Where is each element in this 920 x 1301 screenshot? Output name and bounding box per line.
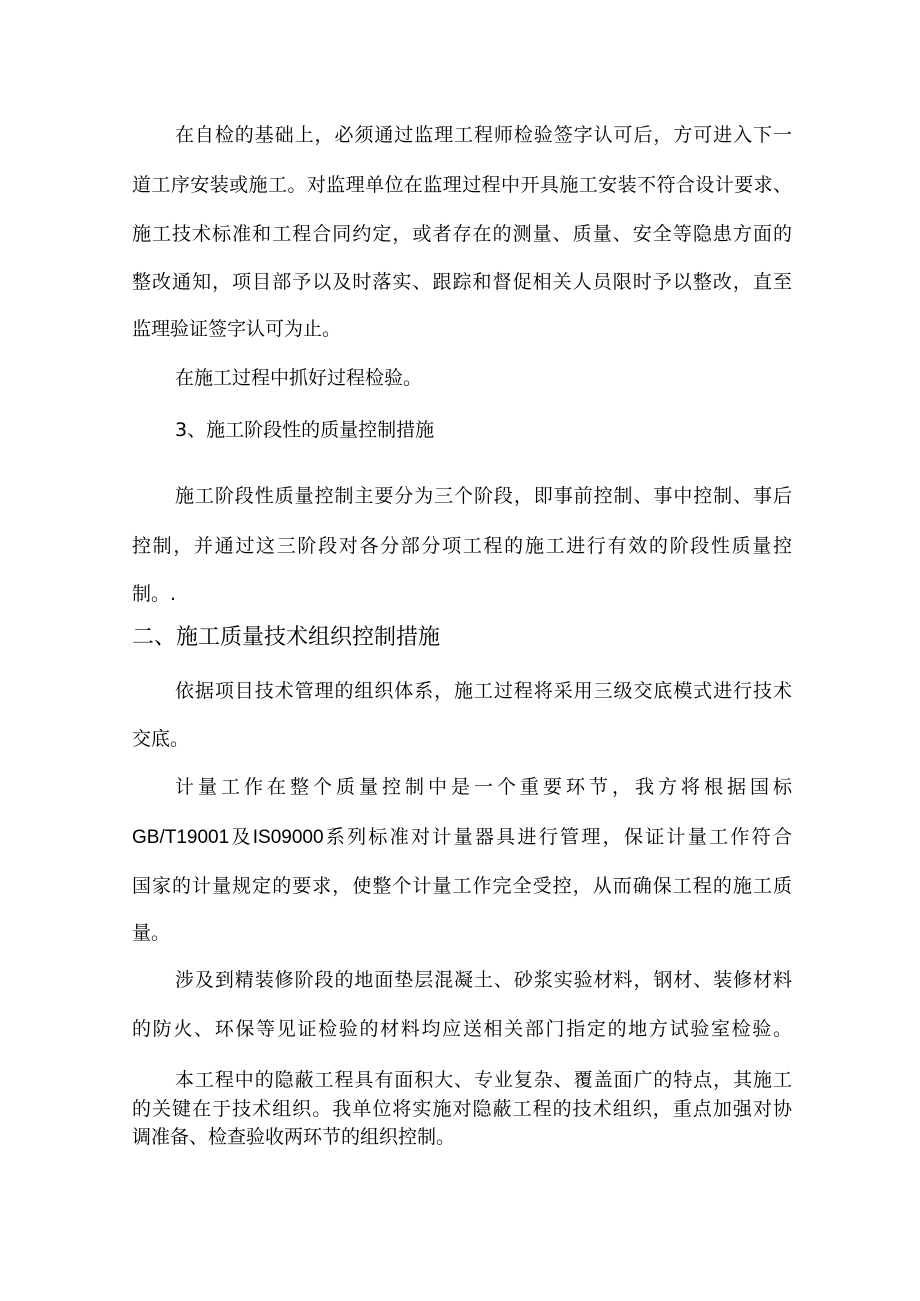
paragraph-line — [175, 484, 792, 508]
paragraph-line — [132, 921, 170, 945]
text: GB/T19001及IS09000系列标准对计量器具进行管理，保证计量工作符合 — [132, 827, 792, 848]
text: 的防火、环保等见证检验的材料均应送相关部门指定的地方试验室检验。 — [132, 1018, 792, 1040]
text: 监理验证签字认可为止。 — [132, 318, 342, 340]
paragraph-line — [132, 582, 176, 606]
text: 在施工过程中抓好过程检验。 — [175, 367, 423, 389]
subheading — [175, 418, 434, 442]
paragraph-line — [132, 727, 189, 751]
text: 施工技术标准和工程合同约定，或者存在的测量、质量、安全等隐患方面的 — [132, 223, 792, 245]
paragraph-line — [132, 1125, 455, 1149]
paragraph-line — [132, 1097, 792, 1121]
paragraph-line — [175, 968, 792, 992]
text: 施工阶段性质量控制主要分为三个阶段，即事前控制、事中控制、事后 — [175, 485, 792, 507]
text: 调准备、检查验收两环节的组织控制。 — [132, 1126, 456, 1148]
paragraph-line — [132, 534, 792, 558]
paragraph-line — [132, 874, 792, 898]
paragraph-line — [132, 270, 792, 294]
paragraph-line — [175, 1068, 792, 1092]
text: 涉及到精装修阶段的地面垫层混凝土、砂浆实验材料，钢材、装修材料 — [175, 969, 792, 991]
paragraph-line — [175, 775, 792, 799]
text: 本工程中的隐蔽工程具有面积大、专业复杂、覆盖面广的特点，其施工 — [175, 1069, 792, 1091]
text: 道工序安装或施工。对监理单位在监理过程中开具施工安装不符合设计要求、 — [132, 174, 792, 196]
text: 3、施工阶段性的质量控制措施 — [175, 419, 435, 441]
paragraph-line — [175, 123, 792, 147]
text: 交底。 — [132, 728, 190, 750]
text: 依据项目技术管理的组织体系，施工过程将采用三级交底模式进行技术 — [175, 680, 792, 702]
text: 二、施工质量技术组织控制措施 — [132, 625, 441, 650]
paragraph-line — [132, 1017, 792, 1041]
paragraph-line — [132, 173, 792, 197]
text: 制。. — [132, 583, 177, 605]
paragraph-line — [132, 826, 792, 850]
paragraph-line — [175, 679, 792, 703]
paragraph-line — [132, 317, 341, 341]
text: 的关键在于技术组织。我单位将实施对隐蔽工程的技术组织，重点加强对协 — [132, 1098, 792, 1120]
section-heading — [132, 624, 440, 652]
text: 计量工作在整个质量控制中是一个重要环节，我方将根据国标 — [175, 776, 792, 798]
text: 在自检的基础上，必须通过监理工程师检验签字认可后，方可进入下一 — [175, 124, 792, 146]
paragraph-line — [132, 222, 792, 246]
text: 整改通知，项目部予以及时落实、跟踪和督促相关人员限时予以整改，直至 — [132, 271, 792, 293]
text: 控制，并通过这三阶段对各分部分项工程的施工进行有效的阶段性质量控 — [132, 535, 792, 557]
text: 国家的计量规定的要求，使整个计量工作完全受控，从而确保工程的施工质 — [132, 875, 792, 897]
paragraph-line — [175, 366, 422, 390]
text: 量。 — [132, 922, 171, 944]
